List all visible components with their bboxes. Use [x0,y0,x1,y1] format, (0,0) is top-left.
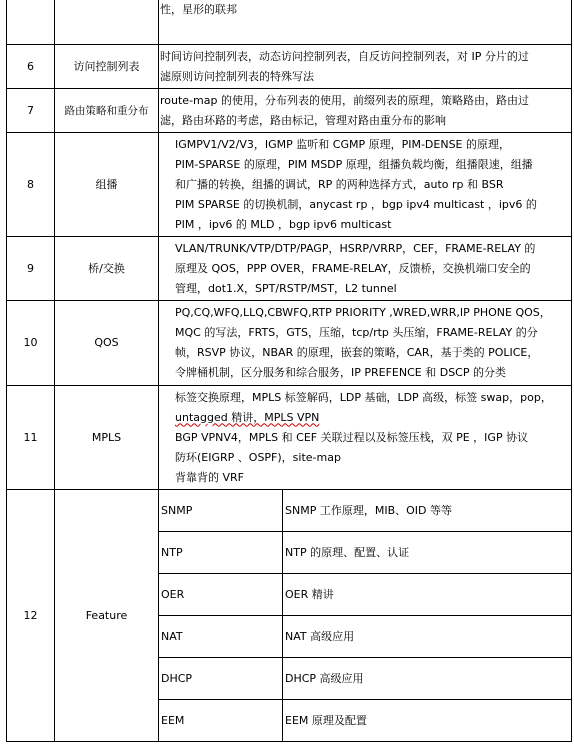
row-number [7,0,55,45]
feature-desc: NAT 高级应用 [283,616,572,658]
feature-name: SNMP [159,490,283,532]
feature-row [159,532,571,574]
row-topic [55,0,159,45]
feature-cell [159,490,572,742]
content-line: VLAN/TRUNK/VTP/DTP/PAGP，HSRP/VRRP，CEF，FRAME-RELAY 的 [175,241,536,255]
row-content [159,45,572,89]
table-row [7,301,572,386]
row-number: 12 [7,490,55,742]
row-topic: 桥/交换 [55,237,159,301]
feature-name: DHCP [159,658,283,700]
content-line: 时间访问控制列表，动态访问控制列表，自反访问控制列表，对 IP 分片的过 [160,49,529,63]
row-number: 9 [7,237,55,301]
content-line: 令牌桶机制，区分服务和综合服务，IP PREFENCE 和 DSCP 的分类 [175,366,506,379]
feature-name: NAT [159,616,283,658]
row-number: 7 [7,89,55,133]
row-topic: QOS [55,301,159,386]
content-line: PQ,CQ,WFQ,LLQ,CBWFQ,RTP PRIORITY ,WRED,WRR,IP PHONE QOS， [175,306,551,319]
feature-desc: OER 精讲 [283,574,572,616]
feature-row [159,490,571,532]
row-topic: 组播 [55,133,159,237]
content-line: PIM-SPARSE 的原理，PIM MSDP 原理，组播负载均衡，组播限速，组播 [175,157,533,171]
row-content [159,301,572,386]
content-line: 和广播的转换，组播的调试，RP 的两种选择方式，auto rp 和 BSR [175,177,504,191]
row-topic: 路由策略和重分布 [55,89,159,133]
content-line: 帧，RSVP 协议，NBAR 的原理，嵌套的策略，CAR，基于类的 POLICE， [175,346,539,359]
row-content [159,89,572,133]
feature-subtable [159,490,571,741]
row-topic: MPLS [55,386,159,490]
row-topic: Feature [55,490,159,742]
content-line: 管理，dot1.X，SPT/RSTP/MST，L2 tunnel [175,281,397,295]
feature-row [159,574,571,616]
content-line: 原理及 QOS，PPP OVER，FRAME-RELAY，反馈桥，交换机端口安全的 [175,261,531,275]
feature-row [159,700,571,742]
content-line: BGP VPNV4，MPLS 和 CEF 关联过程以及标签压栈，双 PE ，IGP 协议 [175,430,529,444]
content-line: untagged 精讲，MPLS VPN [175,410,320,424]
row-number: 10 [7,301,55,386]
content-line: route-map 的使用，分布列表的使用，前缀列表的原理，策略路由，路由过 [160,93,529,107]
content-line: 防环(EIGRP 、OSPF)，site-map [175,450,341,464]
content-line: PIM ，ipv6 的 MLD ，bgp ipv6 multicast [175,217,392,231]
table-row [7,0,572,45]
feature-desc: SNMP 工作原理，MIB、OID 等等 [283,490,572,532]
content-line: 背靠背的 VRF [175,470,244,484]
row-number: 6 [7,45,55,89]
row-content [159,133,572,237]
feature-desc: DHCP 高级应用 [283,658,572,700]
content-line: 滤，路由环路的考虑，路由标记，管理对路由重分布的影响 [160,113,446,127]
row-number: 8 [7,133,55,237]
feature-row [159,616,571,658]
table-row [7,490,572,742]
content-line: 滤原则访问控制列表的特殊写法 [160,69,314,83]
row-content [159,237,572,301]
content-line: MQC 的写法，FRTS，GTS，压缩，tcp/rtp 头压缩，FRAME-RELAY 的分 [175,326,538,339]
row-content [159,0,572,45]
content-line: IGMPV1/V2/V3，IGMP 监听和 CGMP 原理，PIM-DENSE 的原理， [175,137,510,151]
content-line: 标签交换原理，MPLS 标签解码，LDP 基础，LDP 高级，标签 swap，pop， [175,390,552,404]
feature-name: NTP [159,532,283,574]
feature-desc: NTP 的原理、配置、认证 [283,532,572,574]
feature-name: OER [159,574,283,616]
feature-row [159,658,571,700]
row-content [159,386,572,490]
course-outline-table [6,0,572,742]
feature-name: EEM [159,700,283,742]
row-number: 11 [7,386,55,490]
table-row [7,133,572,237]
table-row [7,386,572,490]
feature-desc: EEM 原理及配置 [285,713,367,727]
table-row [7,237,572,301]
row-topic: 访问控制列表 [55,45,159,89]
table-row [7,89,572,133]
content-line: PIM SPARSE 的切换机制，anycast rp ，bgp ipv4 multicast ，ipv6 的 [175,197,537,211]
table-row [7,45,572,89]
content-line: 性，星形的联邦 [160,3,237,16]
